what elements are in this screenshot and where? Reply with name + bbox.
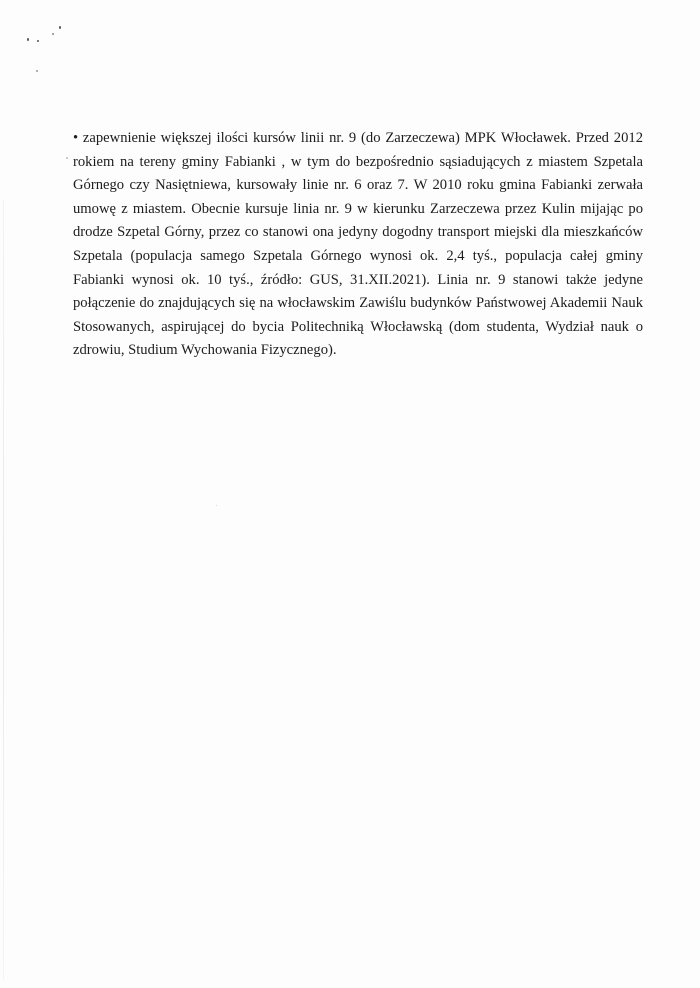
scan-speck xyxy=(36,70,38,72)
scan-speck xyxy=(216,505,217,506)
scan-speck xyxy=(66,157,68,159)
scan-speck xyxy=(52,33,54,35)
scan-edge xyxy=(3,200,4,980)
body-paragraph: • zapewnienie większej ilości kursów linii nr. 9 (do Zarzeczewa) MPK Włocławek. Przed 2012 rokiem na tereny gminy Fabianki , w tym do bezpośrednio sąsiadujących z miastem Szpetala Górnego czy Nasiętniewa, kursowały linie nr. 6 oraz 7. W 2010 roku gmina Fabianki zerwała umowę z miastem. Obecnie kursuje linia nr. 9 w kierunku Zarzeczewa przez Kulin mijając po drodze Szpetal Górny, przez co stanowi ona jedyny dogodny transport miejski dla mieszkańców Szpetala (populacja samego Szpetala Górnego wynosi ok. 2,4 tyś., populacja całej gminy Fabianki wynosi ok. 10 tyś., źródło: GUS, 31.XII.2021). Linia nr. 9 stanowi także jedyne połączenie do znajdujących się na włocławskim Zawiślu budynków Państwowej Akademii Nauk Stosowanych, aspirującej do bycia Politechniką Włocławską (dom studenta, Wydział nauk o zdrowiu, Studium Wychowania Fizycznego). xyxy=(73,130,643,359)
scan-speck xyxy=(27,38,29,41)
scan-speck xyxy=(37,40,39,42)
scan-speck xyxy=(59,26,61,29)
